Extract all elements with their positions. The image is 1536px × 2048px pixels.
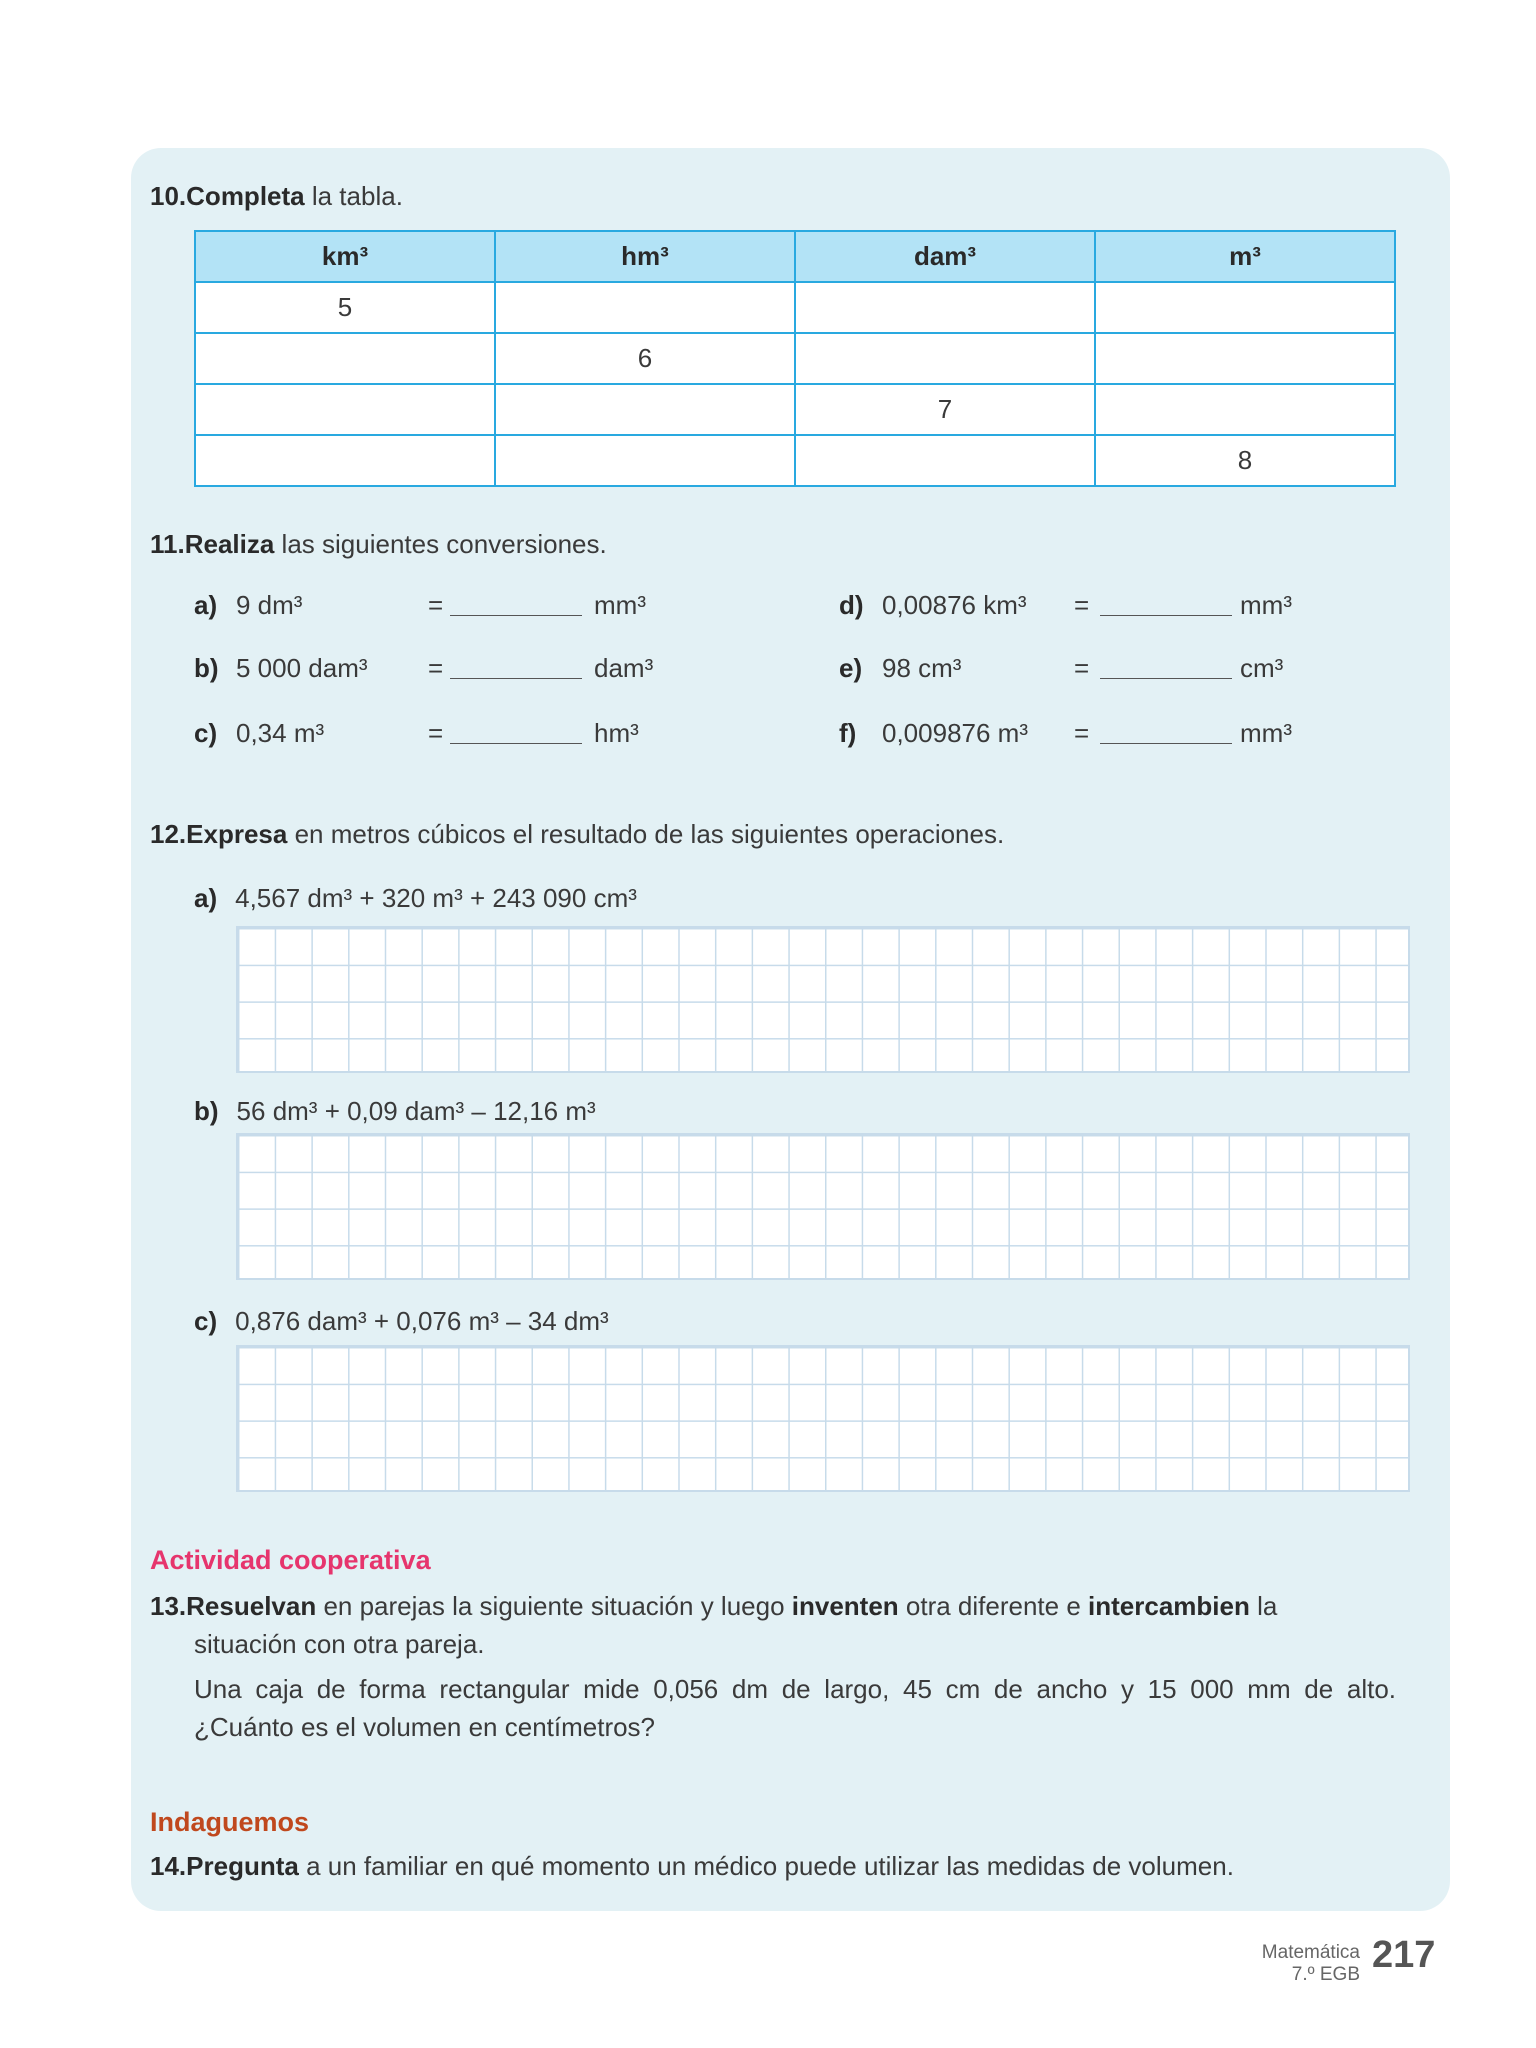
answer-blank[interactable] (450, 653, 582, 679)
table-cell[interactable] (795, 435, 1095, 486)
q13-line1: 13.Resuelvan en parejas la siguiente situación y luego inventen otra diferente e intercambien la (150, 1591, 1278, 1621)
item-unit: cm³ (1240, 653, 1284, 683)
answer-grid-a[interactable] (236, 926, 1410, 1073)
q14-text: 14.Pregunta a un familiar en qué momento un médico puede utilizar las medidas de volumen. (150, 1851, 1234, 1881)
grade: 7.º EGB (1291, 1964, 1360, 1985)
table-cell[interactable] (495, 282, 795, 333)
answer-blank[interactable] (1100, 653, 1232, 679)
item-expression: 0,34 m³ (236, 718, 325, 748)
footer-subject (1200, 1942, 1360, 1986)
table-cell[interactable] (195, 435, 495, 486)
subject: Matemática (1261, 1942, 1360, 1963)
item-letter: b) (194, 653, 219, 683)
item-letter: d) (839, 590, 864, 620)
section-title-cooperativa: Actividad cooperativa (150, 1545, 431, 1575)
equals-sign: = (1074, 718, 1090, 748)
q13-line2: situación con otra pareja. (194, 1629, 485, 1659)
table-cell[interactable] (495, 384, 795, 435)
answer-grid-b[interactable] (236, 1133, 1410, 1280)
q13-problem: Una caja de forma rectangular mide 0,056 dm de largo, 45 cm de ancho y 15 000 mm de alto. (194, 1674, 1396, 1704)
table-cell[interactable] (1095, 282, 1395, 333)
q11-heading: 11.Realiza las siguientes conversiones. (150, 529, 607, 559)
equals-sign: = (428, 718, 444, 748)
col-header: hm³ (495, 231, 795, 282)
item-unit: hm³ (594, 718, 639, 748)
answer-blank[interactable] (450, 718, 582, 744)
item-expression: 5 000 dam³ (236, 653, 368, 683)
q12-item-b: b) 56 dm³ + 0,09 dam³ – 12,16 m³ (194, 1096, 596, 1126)
equals-sign: = (428, 590, 444, 620)
equals-sign: = (428, 653, 444, 683)
q12-item-a: a) 4,567 dm³ + 320 m³ + 243 090 cm³ (194, 883, 637, 913)
table-cell[interactable] (495, 435, 795, 486)
item-unit: dam³ (594, 653, 654, 683)
item-letter: c) (194, 718, 218, 748)
table-cell[interactable] (195, 384, 495, 435)
item-expression: 9 dm³ (236, 590, 303, 620)
equals-sign: = (1074, 590, 1090, 620)
item-letter: e) (839, 653, 863, 683)
table-cell[interactable]: 8 (1095, 435, 1395, 486)
table-cell[interactable]: 6 (495, 333, 795, 384)
table-cell[interactable] (1095, 384, 1395, 435)
table-cell[interactable] (195, 333, 495, 384)
table-cell[interactable] (795, 333, 1095, 384)
table-cell[interactable]: 7 (795, 384, 1095, 435)
item-letter: f) (839, 718, 857, 748)
item-expression: 98 cm³ (882, 653, 962, 683)
col-header: dam³ (795, 231, 1095, 282)
section-title-indaguemos: Indaguemos (150, 1807, 310, 1837)
q13-question: ¿Cuánto es el volumen en centímetros? (194, 1712, 656, 1742)
col-header: km³ (195, 231, 495, 282)
equals-sign: = (1074, 653, 1090, 683)
answer-blank[interactable] (450, 590, 582, 616)
conversion-table (194, 230, 1396, 487)
q10-heading: 10.Completa la tabla. (150, 181, 403, 211)
table-cell[interactable] (795, 282, 1095, 333)
item-expression: 0,00876 km³ (882, 590, 1027, 620)
q12-heading: 12.Expresa en metros cúbicos el resultado de las siguientes operaciones. (150, 819, 1005, 849)
q12-item-c: c) 0,876 dam³ + 0,076 m³ – 34 dm³ (194, 1306, 609, 1336)
answer-blank[interactable] (1100, 718, 1232, 744)
answer-grid-c[interactable] (236, 1345, 1410, 1492)
table-cell[interactable]: 5 (195, 282, 495, 333)
item-expression: 0,009876 m³ (882, 718, 1028, 748)
answer-blank[interactable] (1100, 590, 1232, 616)
item-unit: mm³ (1240, 590, 1292, 620)
item-letter: a) (194, 590, 218, 620)
col-header: m³ (1095, 231, 1395, 282)
page-number: 217 (1372, 1934, 1436, 1976)
item-unit: mm³ (594, 590, 646, 620)
item-unit: mm³ (1240, 718, 1292, 748)
table-cell[interactable] (1095, 333, 1395, 384)
